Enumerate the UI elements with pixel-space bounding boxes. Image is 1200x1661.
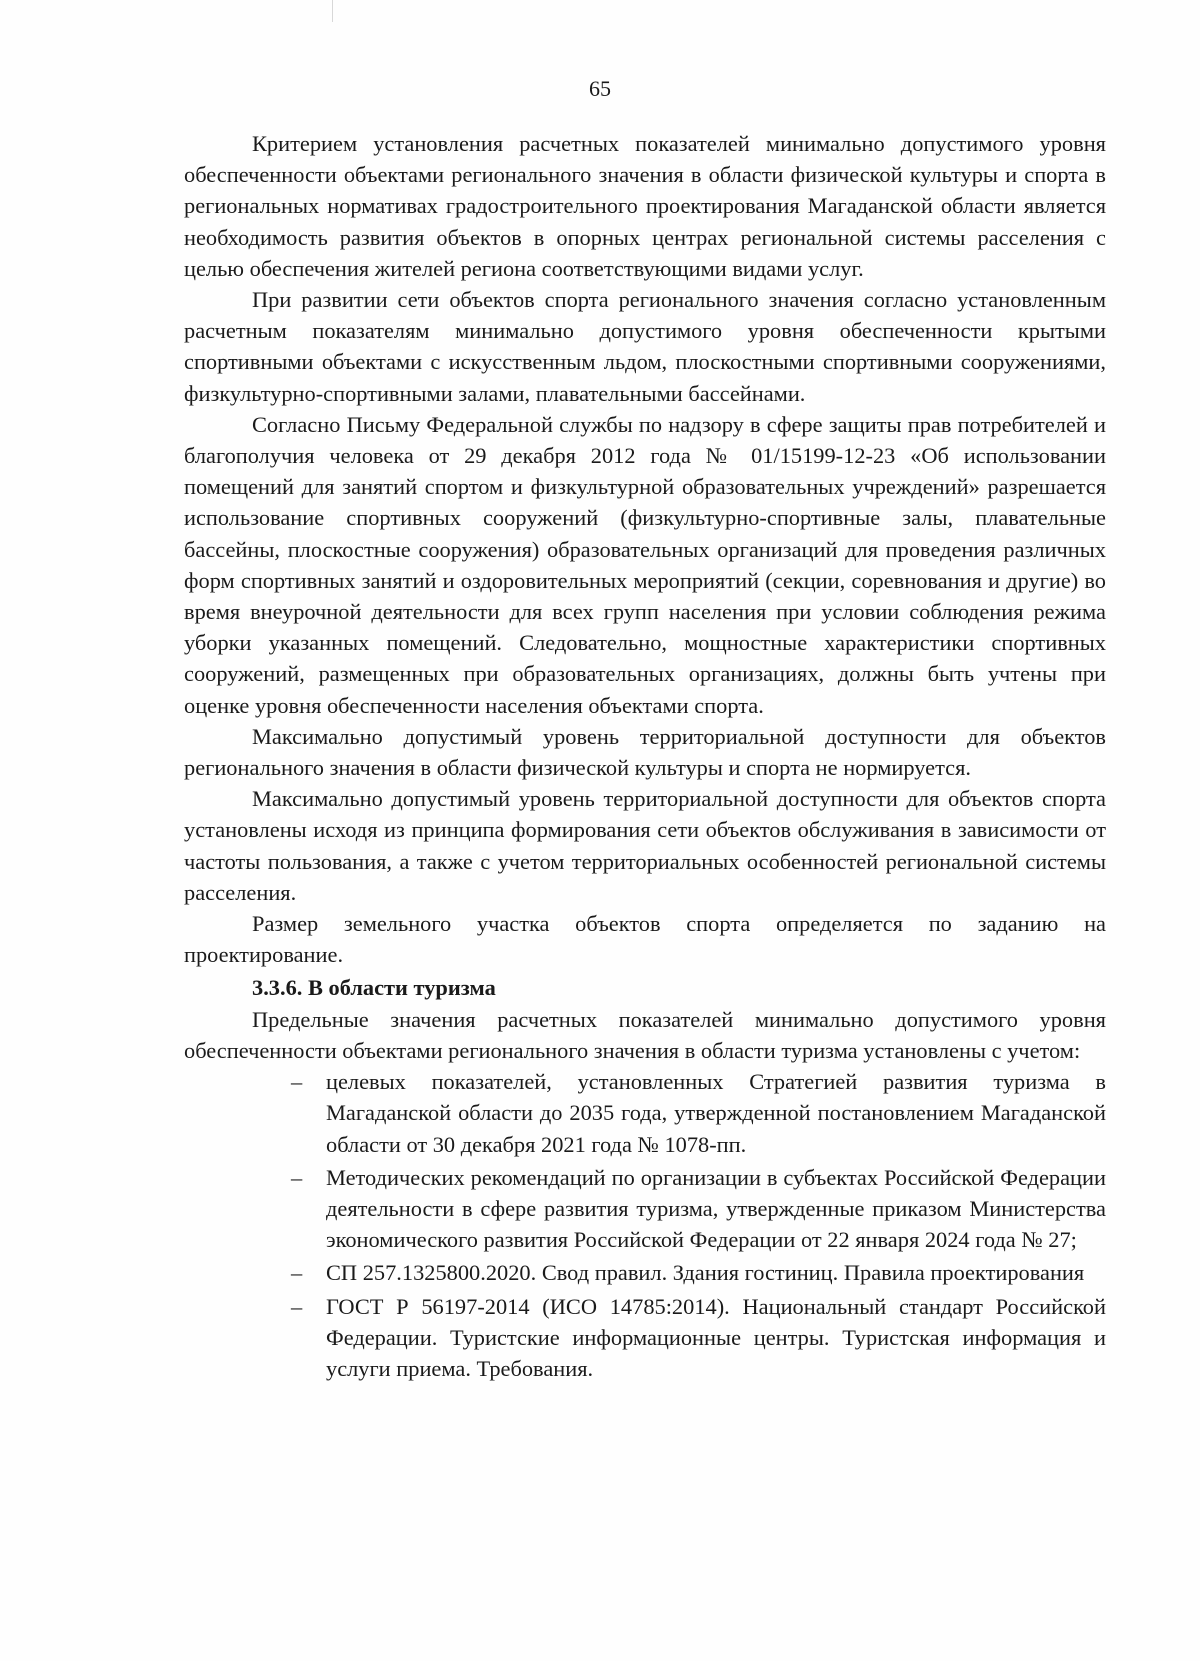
list-item-text: целевых показателей, установленных Стратегией развития туризма в Магаданской области до 2035 года, утвержденной постановлением Магаданской области от 30 декабря 2021 года № 1078-пп. [326,1069,1106,1157]
paragraph-2: При развитии сети объектов спорта регионального значения согласно установленным расчетным показателям минимально допустимого уровня обеспеченности крытыми спортивными объектами с искусственным льдом, плоскостными спортивными сооружениями, физкультурно-спортивными залами, плавательными бассейнами. [184,287,1106,406]
page-number: 65 [589,76,611,101]
paragraph-5: Максимально допустимый уровень территориальной доступности для объектов спорта установлены исходя из принципа формирования сети объектов обслуживания в зависимости от частоты пользования, а также с учетом территориальных особенностей региональной системы расселения. [184,786,1106,905]
document-body [184,128,1106,1386]
paragraph-1: Критерием установления расчетных показателей минимально допустимого уровня обеспеченности объектами регионального значения в области физической культуры и спорта в региональных нормативах градостроительного проектирования Магаданской области является необходимость развития объектов в опорных центрах региональной системы расселения с целью обеспечения жителей региона соответствующими видами услуг. [184,131,1106,281]
list-item-text: ГОСТ Р 56197-2014 (ИСО 14785:2014). Национальный стандарт Российской Федерации. Туристские информационные центры. Туристская информация и услуги приема. Требования. [326,1293,1106,1381]
scan-mark [332,0,333,22]
criteria-list [184,1066,1106,1384]
paragraph-3: Согласно Письму Федеральной службы по надзору в сфере защиты прав потребителей и благополучия человека от 29 декабря 2012 года № 01/15199-12-23 «Об использовании помещений для занятий спортом и физкультурной образовательных учреждений» разрешается использование спортивных сооружений (физкультурно-спортивные залы, плавательные бассейны, плоскостные сооружения) образовательных организаций для проведения различных форм спортивных занятий и оздоровительных мероприятий (секции, соревнования и другие) во время внеурочной деятельности для всех групп населения при условии соблюдения режима уборки указанных помещений. Следовательно, мощностные характеристики спортивных сооружений, размещенных при образовательных организациях, должны быть учтены при оценке уровня обеспеченности населения объектами спорта. [184,411,1106,718]
dash-marker: – [291,1164,303,1190]
list-item [291,1257,1106,1288]
section-intro: Предельные значения расчетных показателей минимально допустимого уровня обеспеченности объектами регионального значения в области туризма установлены с учетом: [184,1006,1106,1063]
list-item [291,1066,1106,1160]
list-item-text: Методических рекомендаций по организации в субъектах Российской Федерации деятельности в сфере развития туризма, утвержденные приказом Министерства экономического развития Российской Федерации от 22 января 2024 года № 27; [326,1164,1106,1253]
paragraph-4: Максимально допустимый уровень территориальной доступности для объектов регионального значения в области физической культуры и спорта не нормируется. [184,723,1106,781]
list-item [291,1162,1106,1256]
section-heading: 3.3.6. В области туризма [252,975,496,1001]
paragraph-6: Размер земельного участка объектов спорта определяется по заданию на проектирование. [184,911,1106,968]
dash-marker: – [291,1293,303,1319]
list-item-text: СП 257.1325800.2020. Свод правил. Здания гостиниц. Правила проектирования [326,1260,1085,1286]
dash-marker: – [291,1260,303,1286]
list-item [291,1291,1106,1385]
dash-marker: – [291,1069,303,1095]
